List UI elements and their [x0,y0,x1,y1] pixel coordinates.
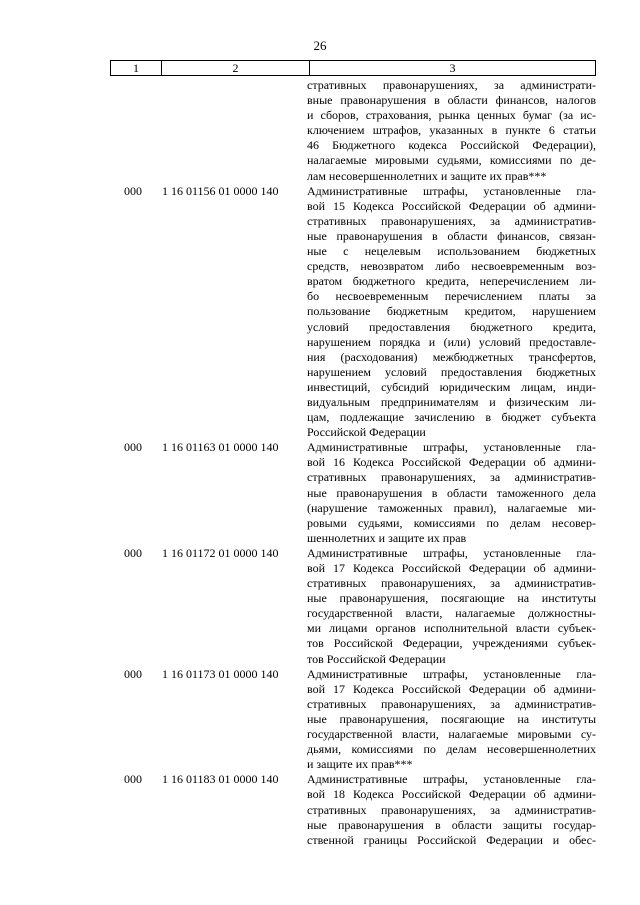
description-line: ные правонарушения, посягающие на институты [307,711,596,726]
description-line: Административные штрафы, установленные гла- [307,666,596,681]
description-line: ные правонарушения в области таможенного дела [307,485,596,500]
description-line: и сборов, страхования, рынка ценных бумаг (за ис- [307,108,596,123]
admin-code-cell: 000 [124,183,142,198]
description-line: стративных правонарушениях, за административ- [307,576,596,591]
description-line: ные правонарушения в области защиты государ- [307,817,596,832]
description-line: дьями, комиссиями по делам несовершеннолетних [307,742,596,757]
description-line: инвестиций, субсидий юридическим лицам, инди- [307,379,596,394]
description-cell [307,440,596,546]
description-line: налагаемые мировыми судьями, комиссиями по де- [307,153,596,168]
description-line: видуальным предпринимателям и физическим ли- [307,394,596,409]
description-line: ные с нецелевым использованием бюджетных [307,244,596,259]
description-line: вой 16 Кодекса Российской Федерации об админи- [307,455,596,470]
description-line: стративных правонарушениях, за административ- [307,696,596,711]
description-line: вой 17 Кодекса Российской Федерации об админи- [307,561,596,575]
page-number: 26 [313,38,327,53]
description-line: стративных правонарушениях, за административ- [307,802,596,817]
kbk-code-cell: 1 16 01163 01 0000 140 [162,440,279,455]
description-line: средств, невозвратом либо несвоевременным воз- [307,259,596,274]
description-line: вратом бюджетного кредита, неперечислением ли- [307,274,596,289]
table-row [110,772,596,847]
description-cell [307,772,596,847]
admin-code-cell: 000 [124,772,142,787]
description-line: тов Российской Федерации [307,651,446,666]
table-body [110,78,596,848]
description-line: лам несовершеннолетних и защите их прав*** [307,168,547,183]
description-line: ключением штрафов, указанных в пункте 6 статьи [307,123,596,138]
description-line: вой 17 Кодекса Российской Федерации об админи- [307,681,596,696]
table-row [110,78,596,184]
description-line: нарушением порядка и (или) условий предоставле- [307,334,596,349]
description-line: ные правонарушения в области финансов, связан- [307,228,596,243]
description-line: ственной границы Российской Федерации и обес- [307,832,596,847]
description-line: (нарушение таможенных правил), налагаемые ми- [307,500,596,515]
description-line: условий предоставления бюджетного кредита, [307,319,596,334]
description-line: стративных правонарушениях, за администрати- [307,78,596,92]
description-cell [307,546,596,667]
table-row [110,667,596,773]
description-line: государственной власти, налагаемые должностны- [307,606,596,621]
description-line: пользование бюджетным кредитом, нарушением [307,304,596,319]
description-line: цам, подлежащие зачислению в бюджет субъекта [307,410,596,425]
header-col-3: 3 [449,61,456,75]
description-line: тов Российской Федерации, учреждениями субъек- [307,636,596,651]
table-row [110,184,596,441]
description-line: бо несвоевременным перечислением платы за [307,289,596,304]
header-col-1: 1 [111,61,162,75]
admin-code-cell: 000 [124,545,142,560]
kbk-code-cell: 1 16 01156 01 0000 140 [162,183,279,198]
description-line: ми лицами органов исполнительной власти субъек- [307,621,596,636]
kbk-code-cell: 1 16 01183 01 0000 140 [162,772,279,787]
description-line: вой 18 Кодекса Российской Федерации об админи- [307,787,596,802]
admin-code-cell: 000 [124,440,142,455]
admin-code-cell [110,78,160,184]
description-line: нарушением условий предоставления бюджетных [307,364,596,379]
description-line: стративных правонарушениях, за административ- [307,470,596,485]
description-line: 46 Бюджетного кодекса Российской Федерации), [307,138,596,153]
description-line: ные правонарушения, посягающие на институты [307,591,596,606]
description-line: Российской Федерации [307,425,426,440]
kbk-code-cell: 1 16 01173 01 0000 140 [162,666,279,681]
header-col-2: 2 [162,61,310,75]
description-cell [307,184,596,441]
description-line: Административные штрафы, установленные гла- [307,772,596,787]
description-line: государственной власти, налагаемые мировыми су- [307,727,596,742]
table-row [110,546,596,667]
description-line: стративных правонарушениях, за административ- [307,213,596,228]
description-line: вой 15 Кодекса Российской Федерации об админи- [307,198,596,213]
table-header [110,60,596,76]
kbk-code-cell [160,78,307,184]
description-line: Административные штрафы, установленные гла- [307,440,596,455]
description-line: и защите их прав*** [307,757,413,772]
description-line: ровыми судьями, комиссиями по делам несовер- [307,515,596,530]
kbk-code-cell: 1 16 01172 01 0000 140 [162,545,279,560]
description-line: Административные штрафы, установленные гла- [307,183,596,198]
description-cell [307,667,596,773]
description-line: вные правонарушения в области финансов, налогов [307,93,596,108]
description-line: шеннолетних и защите их прав [307,530,467,545]
description-line: Административные штрафы, установленные гла- [307,545,596,560]
admin-code-cell: 000 [124,666,142,681]
table-row [110,440,596,546]
description-cell [307,78,596,184]
description-line: ния (расходования) межбюджетных трансфертов, [307,349,596,364]
